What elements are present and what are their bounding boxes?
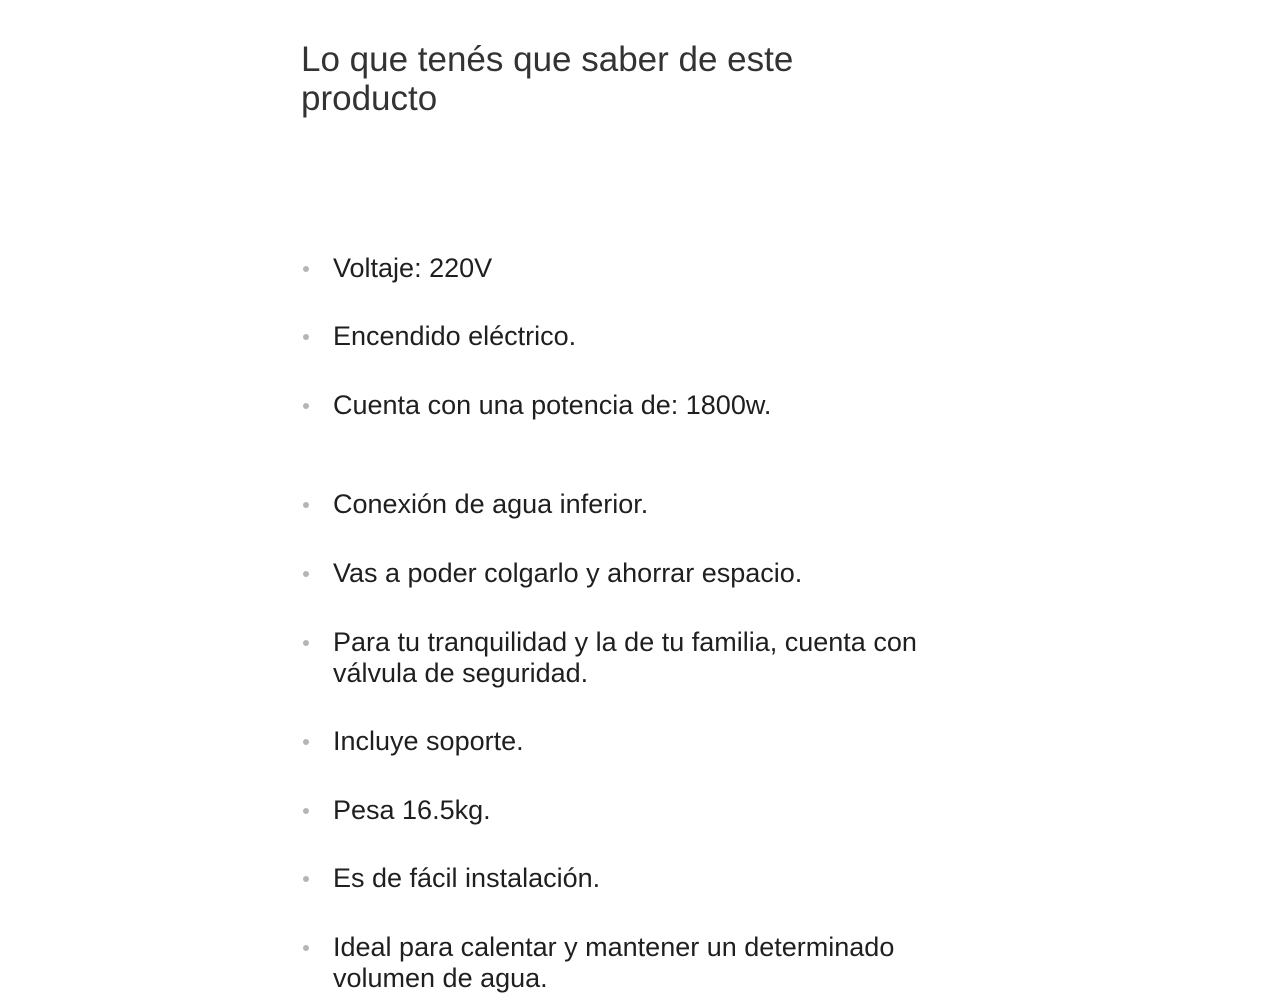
list-item xyxy=(301,321,981,352)
feature-text: Encendido eléctrico. xyxy=(333,321,577,351)
feature-text: Vas a poder colgarlo y ahorrar espacio. xyxy=(333,558,803,588)
list-item xyxy=(301,489,981,520)
feature-text: Incluye soporte. xyxy=(333,726,524,756)
bullet-dot-icon xyxy=(303,739,309,745)
list-item xyxy=(301,863,981,894)
bullet-dot-icon xyxy=(303,808,309,814)
bullet-dot-icon xyxy=(303,640,309,646)
bullet-dot-icon xyxy=(303,945,309,951)
list-item xyxy=(301,795,981,826)
list-item xyxy=(301,627,981,689)
feature-text: Ideal para calentar y mantener un determinado volumen de agua. xyxy=(333,932,895,993)
feature-text: Pesa 16.5kg. xyxy=(333,795,491,825)
list-item xyxy=(301,932,981,994)
bullet-dot-icon xyxy=(303,403,309,409)
bullet-dot-icon xyxy=(303,266,309,272)
product-highlights-section xyxy=(301,40,1001,993)
list-item xyxy=(301,726,981,757)
bullet-dot-icon xyxy=(303,334,309,340)
bullet-dot-icon xyxy=(303,876,309,882)
feature-text: Voltaje: 220V xyxy=(333,253,493,283)
feature-text: Es de fácil instalación. xyxy=(333,863,601,893)
list-item xyxy=(301,558,981,589)
feature-text: Para tu tranquilidad y la de tu familia, cuenta con válvula de seguridad. xyxy=(333,627,917,688)
bullet-dot-icon xyxy=(303,571,309,577)
section-title: Lo que tenés que saber de este producto xyxy=(301,40,794,118)
list-item xyxy=(301,253,981,284)
list-item xyxy=(301,390,981,421)
bullet-dot-icon xyxy=(303,502,309,508)
feature-text: Conexión de agua inferior. xyxy=(333,489,649,519)
feature-text: Cuenta con una potencia de: 1800w. xyxy=(333,390,772,420)
